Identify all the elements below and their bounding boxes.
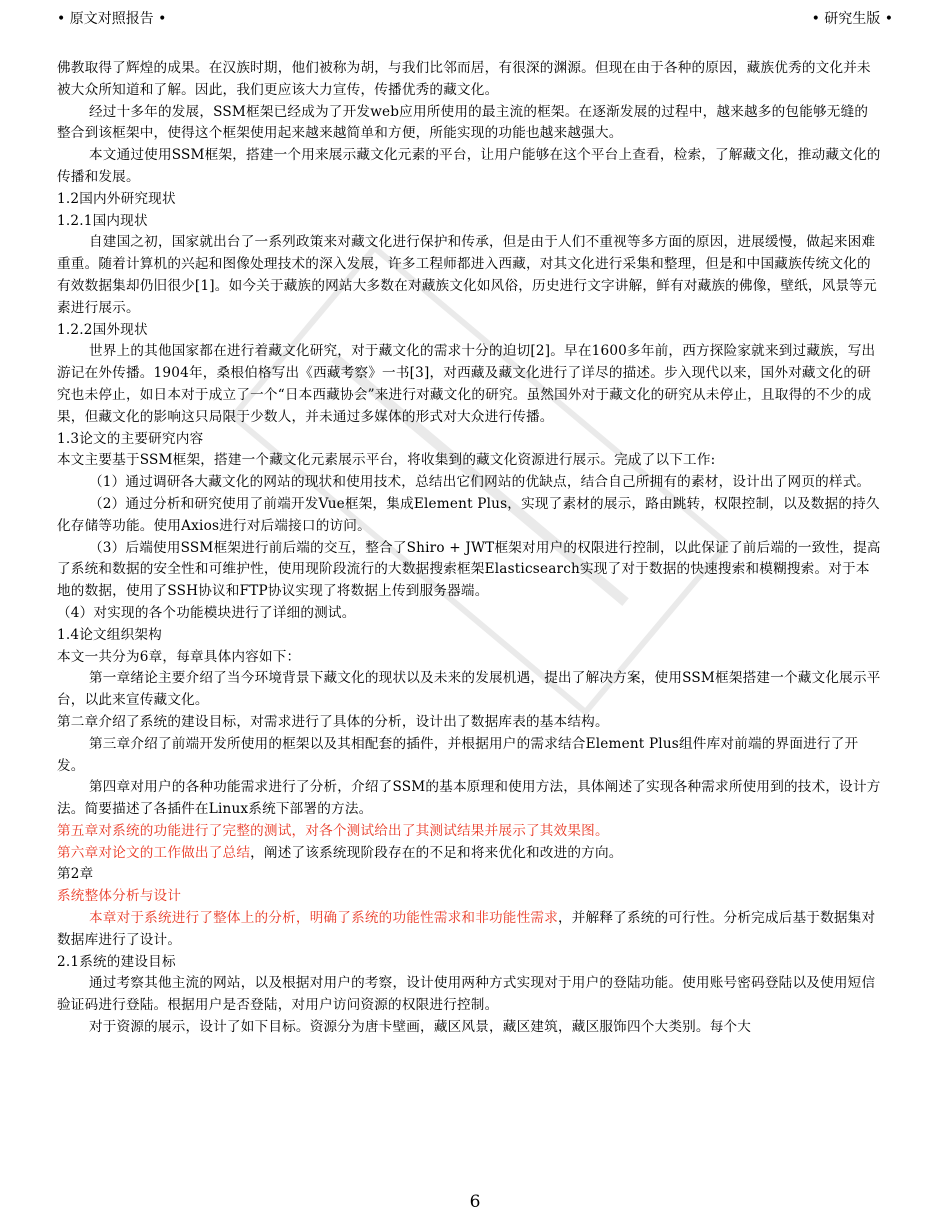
page-number: 6: [469, 1192, 481, 1212]
paragraph: 经过十多年的发展，SSM框架已经成为了开发web应用所使用的最主流的框架。在逐渐发展的过程中，越来越多的包能够无缝的整合到该框架中，使得这个框架使用起来越来越简单和方便，所能实现的功能也越来越强大。: [57, 103, 869, 142]
paragraph: 佛教取得了辉煌的成果。在汉族时期，他们被称为胡，与我们比邻而居，有很深的渊源。但现在由于各种的原因，藏族优秀的文化并未被大众所知道和了解。因此，我们更应该大力宣传，传播优秀的藏文化。: [57, 60, 871, 98]
subsection-heading: 1.2.2国外现状: [57, 321, 148, 338]
chapter-title: 系统整体分析与设计: [57, 888, 182, 905]
plain-text: ，阐述了该系统现阶段存在的不足和将来优化和改进的方向。: [250, 844, 623, 861]
paragraph: 本文主要基于SSM框架，搭建一个藏文化元素展示平台，将收集到的藏文化资源进行展示。完成了以下工作:: [57, 452, 716, 469]
paragraph: 对于资源的展示，设计了如下目标。资源分为唐卡壁画，藏区风景，藏区建筑，藏区服饰四个大类别。每个大: [89, 1019, 752, 1036]
chapter-summary-highlighted: 第五章对系统的功能进行了完整的测试，对各个测试给出了其测试结果并展示了其效果图。: [57, 822, 609, 839]
list-item: （1）通过调研各大藏文化的网站的现状和使用技术，总结出它们网站的优缺点，结合自己所拥有的素材，设计出了网页的样式。: [89, 474, 871, 491]
subsection-heading: 1.2.1国内现状: [57, 212, 148, 229]
paragraph: [57, 908, 881, 952]
list-item: （2）通过分析和研究使用了前端开发Vue框架，集成Element Plus，实现了素材的展示，路由跳转，权限控制，以及数据的持久化存储等功能。使用Axios进行对后端接口的访问。: [57, 495, 880, 534]
highlighted-text: 本章对于系统进行了整体上的分析，明确了系统的功能性需求和非功能性需求: [89, 910, 558, 927]
chapter-summary: 第一章绪论主要介绍了当今环境背景下藏文化的现状以及未来的发展机遇，提出了解决方案，使用SSM框架搭建一个藏文化展示平台，以此来宣传藏文化。: [57, 670, 881, 709]
plain-text: ，并解释了系统的可行性。分析完成后基于数据集对数据库进行了设计。: [57, 910, 876, 948]
highlighted-text: 第六章对论文的工作做出了总结: [57, 844, 251, 861]
list-item: （3）后端使用SSM框架进行前后端的交互，整合了Shiro + JWT框架对用户的权限进行控制，以此保证了前后端的一致性，提高了系统和数据的安全性和可维护性，使用现阶段流行的大数据搜索框架Elasticsearch实现了对于数据的快速搜索和模糊搜索。对于本地的数据，使用了SSH协议和FTP协议实现了将数据上传到服务器端。: [57, 539, 881, 600]
paragraph: 通过考察其他主流的网站，以及根据对用户的考察，设计使用两种方式实现对于用户的登陆功能。使用账号密码登陆以及使用短信验证码进行登陆。根据用户是否登陆，对用户访问资源的权限进行控制。: [57, 975, 876, 1014]
section-heading: 1.2国内外研究现状: [57, 190, 176, 207]
chapter-summary: 第二章介绍了系统的建设目标，对需求进行了具体的分析，设计出了数据库表的基本结构。: [57, 713, 609, 730]
paragraph: 本文一共分为6章，每章具体内容如下：: [57, 648, 301, 665]
paragraph: 本文通过使用SSM框架，搭建一个用来展示藏文化元素的平台，让用户能够在这个平台上查看，检索，了解藏文化，推动藏文化的传播和发展。: [57, 147, 881, 185]
section-heading: 1.3论文的主要研究内容: [57, 430, 204, 447]
report-type-label: • 原文对照报告 •: [57, 11, 167, 27]
document-body: [57, 58, 881, 1039]
chapter-summary: 第三章介绍了前端开发所使用的框架以及其相配套的插件，并根据用户的需求结合Element Plus组件库对前端的界面进行了开发。: [57, 735, 859, 774]
paragraph: 自建国之初，国家就出台了一系列政策来对藏文化进行保护和传承，但是由于人们不重视等多方面的原因，进展缓慢，做起来困难重重。随着计算机的兴起和图像处理技术的深入发展，许多工程师都进入西藏，对其文化进行采集和整理，但是和中国藏族传统文化的有效数据集却仍旧很少[1]。如今关于藏族的网站大多数在对藏族文化如风俗，历史进行文字讲解，鲜有对藏族的佛像，壁纸，风景等元素进行展示。: [57, 234, 877, 316]
edition-label: • 研究生版 •: [811, 11, 893, 27]
list-item: （4）对实现的各个功能模块进行了详细的测试。: [57, 604, 356, 621]
chapter-summary: [57, 843, 881, 865]
chapter-summary: 第四章对用户的各种功能需求进行了分析，介绍了SSM的基本原理和使用方法，具体阐述了实现各种需求所使用到的技术，设计方法。简要描述了各插件在Linux系统下部署的方法。: [57, 779, 881, 818]
section-heading: 1.4论文组织架构: [57, 626, 162, 643]
page-header: [57, 8, 893, 30]
section-heading: 2.1系统的建设目标: [57, 953, 176, 970]
chapter-number: 第2章: [57, 866, 94, 883]
paragraph: 世界上的其他国家都在进行着藏文化研究，对于藏文化的需求十分的迫切[2]。早在1600多年前，西方探险家就来到过藏族，写出游记在外传播。1904年，桑根伯格写出《西藏考察》一书[3]，对西藏及藏文化进行了详尽的描述。步入现代以来，国外对藏文化的研究也未停止，如日本对于成立了一个“日本西藏协会”来进行对藏文化的研究。虽然国外对于藏文化的研究从未停止，且取得的不少的成果，但藏文化的影响这只局限于少数人，并未通过多媒体的形式对大众进行传播。: [57, 343, 876, 425]
